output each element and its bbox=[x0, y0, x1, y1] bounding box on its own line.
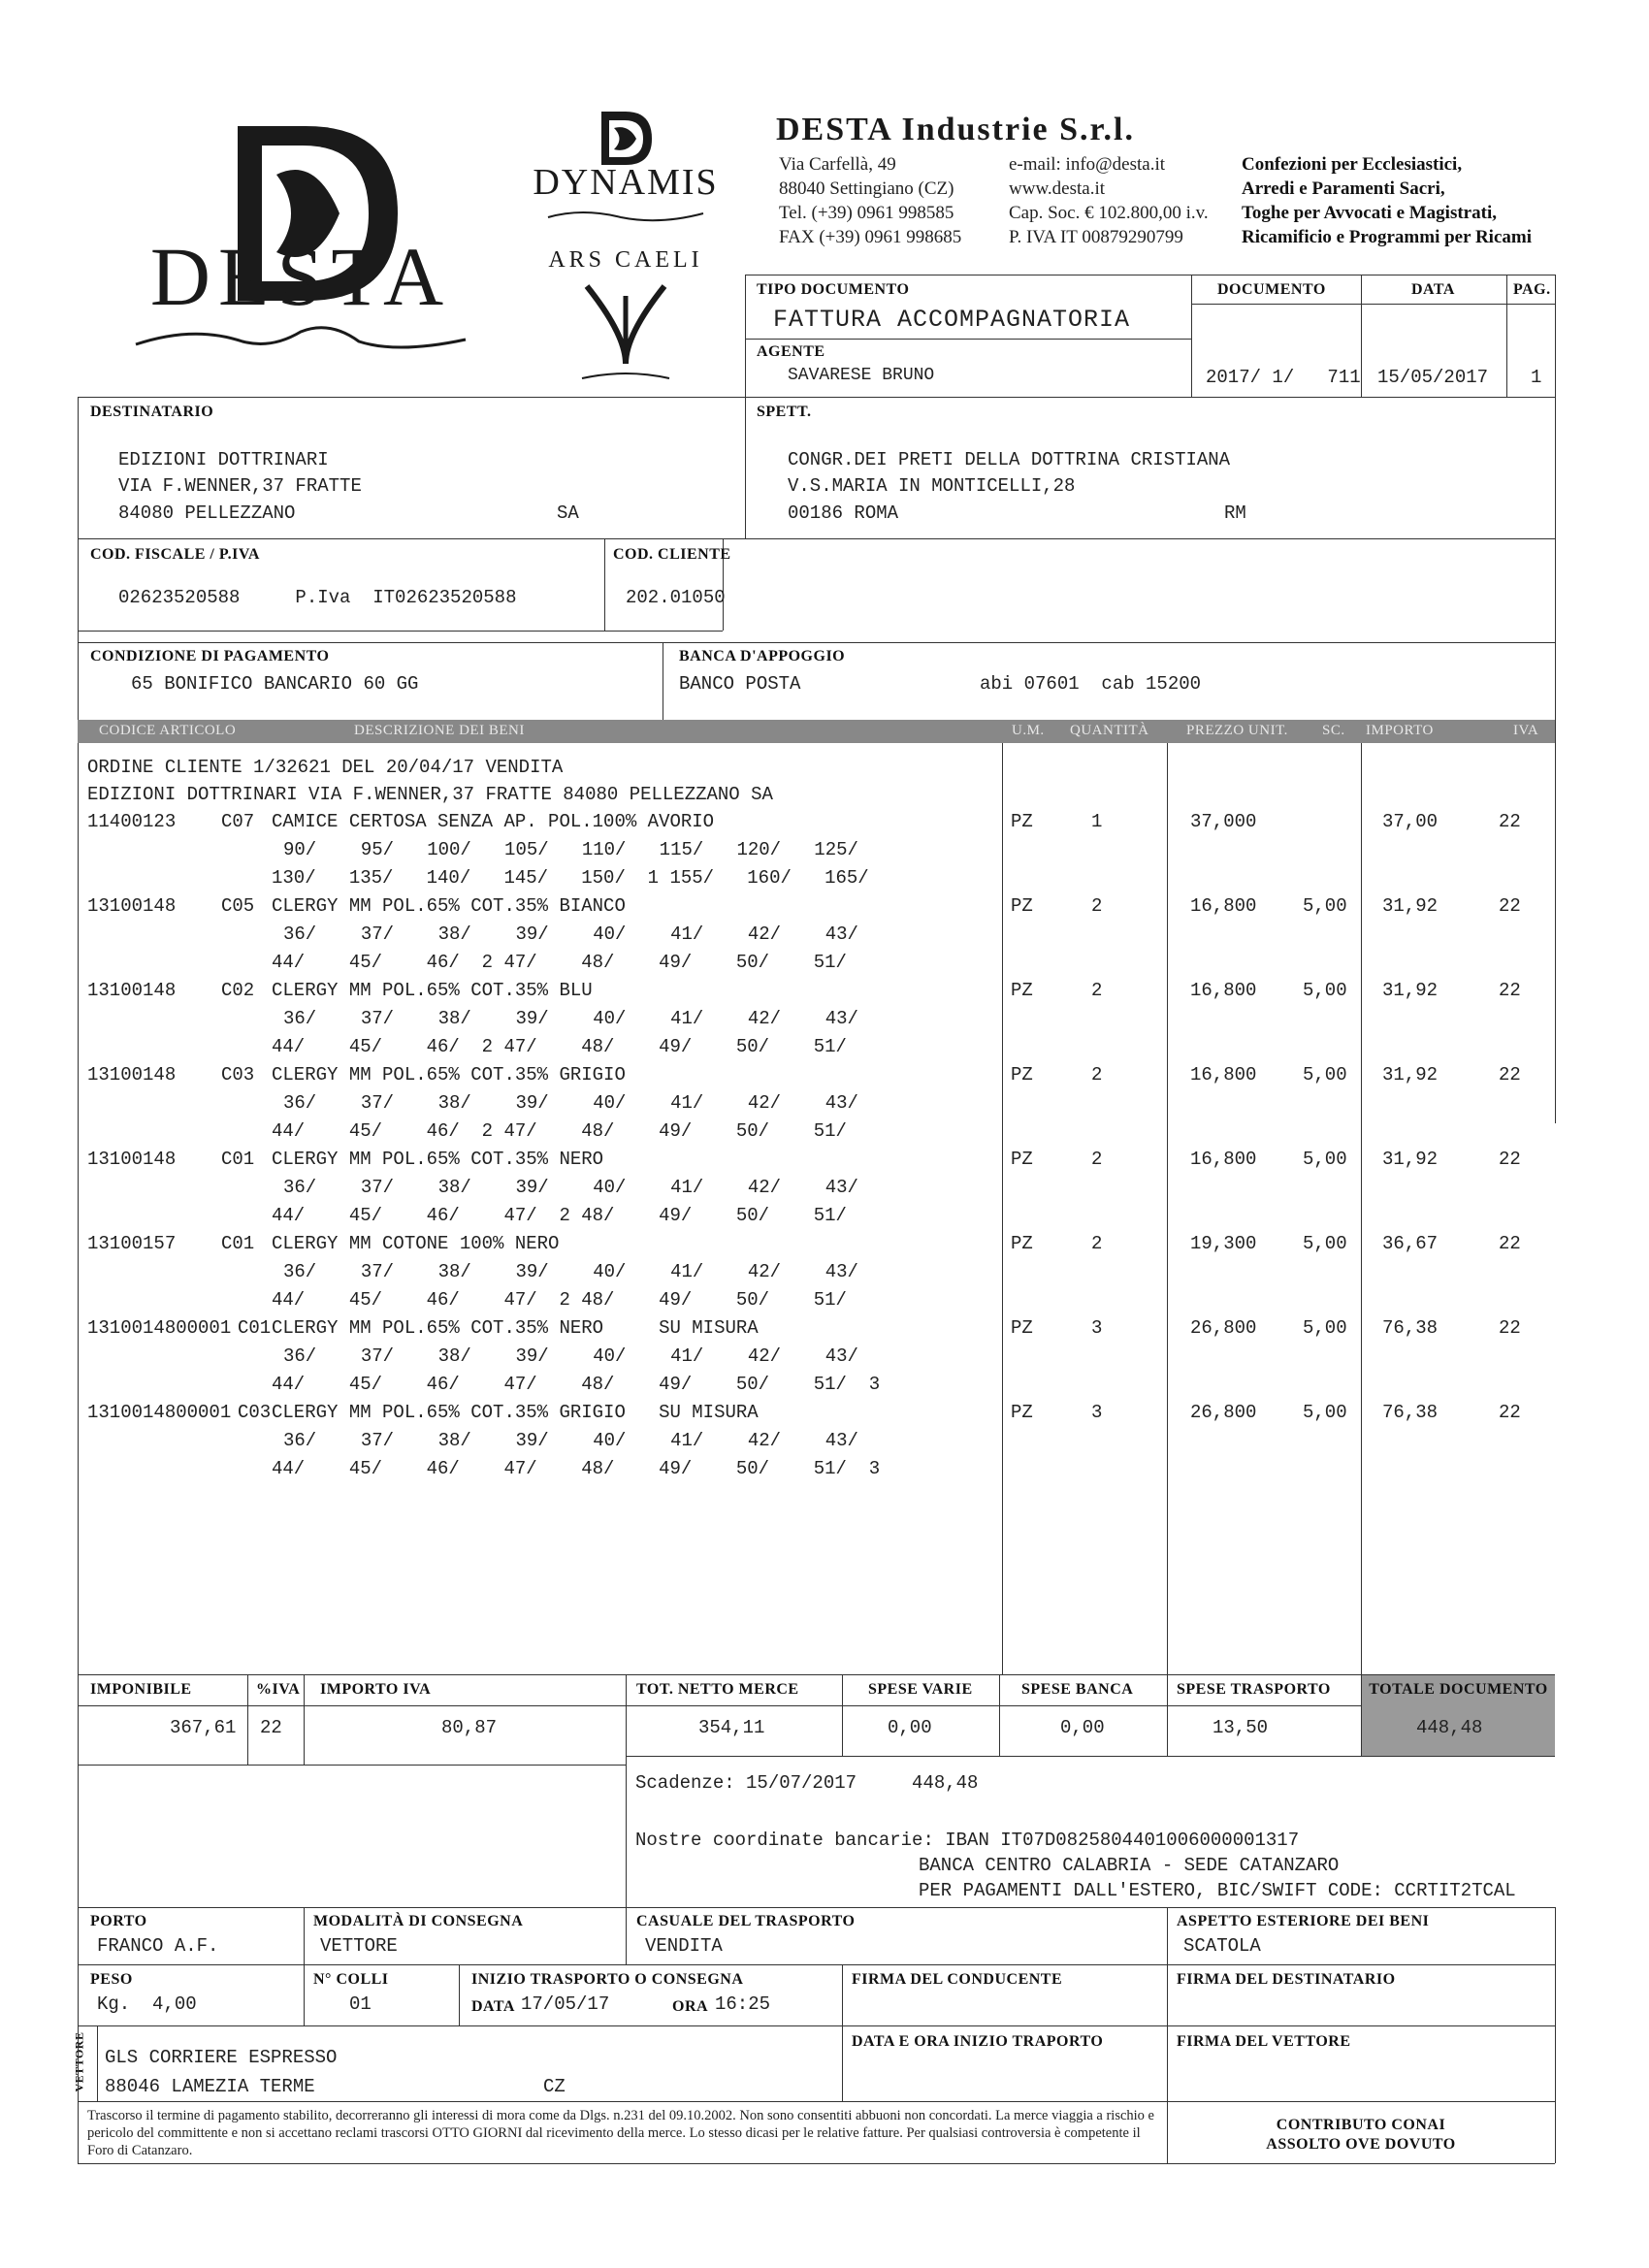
company-vat: P. IVA IT 00879290799 bbox=[1009, 227, 1183, 247]
spett-line1: CONGR.DEI PRETI DELLA DOTTRINA CRISTIANA bbox=[788, 449, 1231, 470]
causale-label: CASUALE DEL TRASPORTO bbox=[636, 1913, 856, 1929]
item-um: PZ bbox=[1011, 895, 1033, 917]
table-header bbox=[78, 720, 1555, 743]
item-price: 16,800 bbox=[1190, 980, 1257, 1001]
coordinate-note: Nostre coordinate bancarie: IBAN IT07D0825804401006000001317 bbox=[635, 1830, 1300, 1851]
company-tagline bbox=[1242, 152, 1532, 249]
col-descrizione: DESCRIZIONE DEI BENI bbox=[354, 723, 525, 738]
tagline-line: Ricamificio e Programmi per Ricami bbox=[1242, 227, 1532, 247]
banca-value: BANCO POSTA bbox=[679, 673, 801, 695]
col-sc: SC. bbox=[1322, 723, 1345, 738]
item-sizes: 44/ 45/ 46/ 47/ 48/ 49/ 50/ 51/ 3 bbox=[272, 1458, 881, 1479]
item-description: CLERGY MM POL.65% COT.35% NERO SU MISURA bbox=[272, 1317, 759, 1339]
destinatario-line3: 84080 PELLEZZANO bbox=[118, 502, 296, 524]
item-qty: 2 bbox=[1091, 1149, 1103, 1170]
porto-value: FRANCO A.F. bbox=[97, 1935, 219, 1957]
aspetto-label: ASPETTO ESTERIORE DEI BENI bbox=[1177, 1913, 1430, 1929]
totale-documento-value: 448,48 bbox=[1416, 1717, 1483, 1738]
vettore-line1: GLS CORRIERE ESPRESSO bbox=[105, 2047, 338, 2068]
data-trasporto-value: 17/05/17 bbox=[521, 1993, 610, 2015]
importo-iva-value: 80,87 bbox=[441, 1717, 498, 1738]
inizio-label: INIZIO TRASPORTO O CONSEGNA bbox=[471, 1971, 744, 1988]
piva-label: %IVA bbox=[256, 1681, 301, 1698]
item-um: PZ bbox=[1011, 1064, 1033, 1085]
ora-label: ORA bbox=[672, 1998, 709, 2015]
ars-caeli-logo bbox=[543, 247, 708, 393]
codcliente-value: 202.01050 bbox=[626, 587, 726, 608]
company-address1: Via Carfellà, 49 bbox=[779, 154, 896, 175]
codfiscale-value: 02623520588 P.Iva IT02623520588 bbox=[118, 587, 517, 608]
company-tel: Tel. (+39) 0961 998585 bbox=[779, 203, 954, 223]
item-qty: 3 bbox=[1091, 1402, 1103, 1423]
item-sizes: 44/ 45/ 46/ 47/ 48/ 49/ 50/ 51/ 3 bbox=[272, 1374, 881, 1395]
item-um: PZ bbox=[1011, 1233, 1033, 1254]
item-variant: C03 bbox=[221, 1064, 255, 1085]
banca-label: BANCA D'APPOGGIO bbox=[679, 648, 846, 664]
aspetto-value: SCATOLA bbox=[1183, 1935, 1261, 1957]
item-iva: 22 bbox=[1499, 1149, 1521, 1170]
codcliente-label: COD. CLIENTE bbox=[613, 546, 731, 563]
peso-value: Kg. 4,00 bbox=[97, 1993, 197, 2015]
spese-banca-label: SPESE BANCA bbox=[1021, 1681, 1134, 1698]
vettore-line2: 88046 LAMEZIA TERME bbox=[105, 2076, 315, 2097]
spese-trasporto-label: SPESE TRASPORTO bbox=[1177, 1681, 1331, 1698]
imponibile-label: IMPONIBILE bbox=[90, 1681, 192, 1698]
item-amount: 37,00 bbox=[1382, 811, 1439, 832]
company-contact-block bbox=[1009, 152, 1209, 249]
ars-caeli-emblem-icon bbox=[577, 276, 674, 388]
tagline-line: Confezioni per Ecclesiastici, bbox=[1242, 154, 1463, 175]
spett-prov: RM bbox=[1224, 502, 1246, 524]
destinatario-line2: VIA F.WENNER,37 FRATTE bbox=[118, 475, 362, 497]
company-email: e-mail: info@desta.it bbox=[1009, 154, 1166, 175]
intro-line: EDIZIONI DOTTRINARI VIA F.WENNER,37 FRATTE 84080 PELLEZZANO SA bbox=[87, 784, 773, 805]
item-sizes: 130/ 135/ 140/ 145/ 150/ 1 155/ 160/ 165/ bbox=[272, 867, 869, 889]
agente-value: SAVARESE BRUNO bbox=[788, 366, 935, 385]
item-amount: 31,92 bbox=[1382, 980, 1439, 1001]
colli-label: N° COLLI bbox=[313, 1971, 389, 1988]
tot-netto-label: TOT. NETTO MERCE bbox=[636, 1681, 799, 1698]
item-code: 11400123 bbox=[87, 811, 177, 832]
intro-line: ORDINE CLIENTE 1/32621 DEL 20/04/17 VENDITA bbox=[87, 757, 564, 778]
item-qty: 2 bbox=[1091, 1064, 1103, 1085]
item-iva: 22 bbox=[1499, 1233, 1521, 1254]
item-code: 13100157 bbox=[87, 1233, 177, 1254]
col-quantita: QUANTITÀ bbox=[1070, 723, 1149, 738]
spett-line3: 00186 ROMA bbox=[788, 502, 899, 524]
company-name: DESTA Industrie S.r.l. bbox=[776, 112, 1135, 147]
modalita-label: MODALITÀ DI CONSEGNA bbox=[313, 1913, 524, 1929]
item-description: CLERGY MM POL.65% COT.35% BIANCO bbox=[272, 895, 626, 917]
item-sizes: 44/ 45/ 46/ 47/ 2 48/ 49/ 50/ 51/ bbox=[272, 1205, 847, 1226]
firma-conducente-label: FIRMA DEL CONDUCENTE bbox=[852, 1971, 1063, 1988]
item-qty: 2 bbox=[1091, 980, 1103, 1001]
spett-line2: V.S.MARIA IN MONTICELLI,28 bbox=[788, 475, 1076, 497]
pagamento-label: CONDIZIONE DI PAGAMENTO bbox=[90, 648, 330, 664]
item-price: 19,300 bbox=[1190, 1233, 1257, 1254]
item-amount: 31,92 bbox=[1382, 1064, 1439, 1085]
destinatario-label: DESTINATARIO bbox=[90, 404, 214, 420]
tagline-line: Toghe per Avvocati e Magistrati, bbox=[1242, 203, 1497, 223]
tot-netto-value: 354,11 bbox=[698, 1717, 765, 1738]
tagline-line: Arredi e Paramenti Sacri, bbox=[1242, 178, 1445, 199]
item-amount: 76,38 bbox=[1382, 1402, 1439, 1423]
item-sizes: 36/ 37/ 38/ 39/ 40/ 41/ 42/ 43/ bbox=[283, 1177, 858, 1198]
colli-value: 01 bbox=[349, 1993, 372, 2015]
item-qty: 2 bbox=[1091, 1233, 1103, 1254]
item-variant: C01 bbox=[221, 1233, 255, 1254]
item-um: PZ bbox=[1011, 811, 1033, 832]
item-iva: 22 bbox=[1499, 1317, 1521, 1339]
item-description: CLERGY MM POL.65% COT.35% GRIGIO SU MISURA bbox=[272, 1402, 759, 1423]
company-web: www.desta.it bbox=[1009, 178, 1106, 199]
item-qty: 1 bbox=[1091, 811, 1103, 832]
documento-value: 2017/ 1/ 711 bbox=[1206, 367, 1361, 388]
item-variant: C07 bbox=[221, 811, 255, 832]
item-sizes: 36/ 37/ 38/ 39/ 40/ 41/ 42/ 43/ bbox=[283, 923, 858, 945]
destinatario-line1: EDIZIONI DOTTRINARI bbox=[118, 449, 329, 470]
imponibile-value: 367,61 bbox=[170, 1717, 237, 1738]
item-discount: 5,00 bbox=[1303, 1402, 1347, 1423]
company-fax: FAX (+39) 0961 998685 bbox=[779, 227, 962, 247]
documento-label: DOCUMENTO bbox=[1217, 281, 1326, 298]
item-discount: 5,00 bbox=[1303, 1233, 1347, 1254]
item-um: PZ bbox=[1011, 1317, 1033, 1339]
item-price: 37,000 bbox=[1190, 811, 1257, 832]
item-sizes: 36/ 37/ 38/ 39/ 40/ 41/ 42/ 43/ bbox=[283, 1092, 858, 1114]
item-description: CLERGY MM POL.65% COT.35% GRIGIO bbox=[272, 1064, 626, 1085]
item-variant: C01 bbox=[238, 1317, 272, 1339]
item-sizes: 36/ 37/ 38/ 39/ 40/ 41/ 42/ 43/ bbox=[283, 1008, 858, 1029]
item-sizes: 36/ 37/ 38/ 39/ 40/ 41/ 42/ 43/ bbox=[283, 1430, 858, 1451]
scadenze-note: Scadenze: 15/07/2017 448,48 bbox=[635, 1772, 979, 1794]
item-variant: C03 bbox=[238, 1402, 272, 1423]
item-sizes: 44/ 45/ 46/ 2 47/ 48/ 49/ 50/ 51/ bbox=[272, 1120, 847, 1142]
item-um: PZ bbox=[1011, 1402, 1033, 1423]
item-iva: 22 bbox=[1499, 1402, 1521, 1423]
item-description: CLERGY MM POL.65% COT.35% NERO bbox=[272, 1149, 604, 1170]
footer-terms: Trascorso il termine di pagamento stabilito, decorreranno gli interessi di mora come da Dlgs. n.231 del 09.10.2002. Non sono consentiti abbuoni non concordati. La merce viaggia a rischio e pericolo del committente e non si accettano reclami trascorsi OTTO GIORNI dal ricevimento della merce. Lo stesso dicasi per le relative fatture. Per qualsiasi controversia è competente il Foro di Catanzaro. bbox=[87, 2108, 1154, 2158]
company-address-block bbox=[779, 152, 961, 249]
item-sizes: 44/ 45/ 46/ 47/ 2 48/ 49/ 50/ 51/ bbox=[272, 1289, 847, 1311]
causale-value: VENDITA bbox=[645, 1935, 723, 1957]
codfiscale-label: COD. FISCALE / P.IVA bbox=[90, 546, 260, 563]
item-discount: 5,00 bbox=[1303, 895, 1347, 917]
vettore-label: VETTORE bbox=[72, 2031, 86, 2092]
pag-value: 1 bbox=[1531, 367, 1542, 388]
porto-label: PORTO bbox=[90, 1913, 147, 1929]
spett-label: SPETT. bbox=[757, 404, 812, 420]
item-code: 13100148 bbox=[87, 895, 177, 917]
col-importo: IMPORTO bbox=[1366, 723, 1434, 738]
company-capital: Cap. Soc. € 102.800,00 i.v. bbox=[1009, 203, 1209, 223]
tipo-documento-value: FATTURA ACCOMPAGNATORIA bbox=[773, 306, 1131, 334]
tipo-documento-label: TIPO DOCUMENTO bbox=[757, 281, 910, 298]
item-description: CLERGY MM POL.65% COT.35% BLU bbox=[272, 980, 593, 1001]
item-discount: 5,00 bbox=[1303, 980, 1347, 1001]
col-codice: CODICE ARTICOLO bbox=[99, 723, 237, 738]
firma-destinatario-label: FIRMA DEL DESTINATARIO bbox=[1177, 1971, 1396, 1988]
spese-trasporto-value: 13,50 bbox=[1212, 1717, 1269, 1738]
item-discount: 5,00 bbox=[1303, 1317, 1347, 1339]
agente-label: AGENTE bbox=[757, 343, 825, 360]
item-code: 13100148 bbox=[87, 1149, 177, 1170]
item-code: 1310014800001 bbox=[87, 1402, 232, 1423]
pag-label: PAG. bbox=[1513, 281, 1551, 298]
peso-label: PESO bbox=[90, 1971, 133, 1988]
item-amount: 31,92 bbox=[1382, 1149, 1439, 1170]
desta-logo bbox=[78, 116, 524, 369]
item-iva: 22 bbox=[1499, 895, 1521, 917]
item-iva: 22 bbox=[1499, 811, 1521, 832]
dynamis-logo bbox=[504, 107, 747, 233]
item-code: 13100148 bbox=[87, 980, 177, 1001]
ora-value: 16:25 bbox=[715, 1993, 771, 2015]
col-prezzo: PREZZO UNIT. bbox=[1186, 723, 1288, 738]
data-label: DATA bbox=[1411, 281, 1455, 298]
item-discount: 5,00 bbox=[1303, 1149, 1347, 1170]
importo-iva-label: IMPORTO IVA bbox=[320, 1681, 432, 1698]
conai-line2: ASSOLTO OVE DOVUTO bbox=[1266, 2136, 1456, 2153]
data-ora-inizio-label: DATA E ORA INIZIO TRAPORTO bbox=[852, 2033, 1104, 2050]
destinatario-prov: SA bbox=[557, 502, 579, 524]
item-price: 26,800 bbox=[1190, 1402, 1257, 1423]
item-price: 16,800 bbox=[1190, 1149, 1257, 1170]
conai-line1: CONTRIBUTO CONAI bbox=[1276, 2117, 1446, 2133]
dynamis-logo-text: DYNAMIS bbox=[533, 162, 719, 203]
item-price: 16,800 bbox=[1190, 1064, 1257, 1085]
spese-varie-label: SPESE VARIE bbox=[868, 1681, 973, 1698]
item-iva: 22 bbox=[1499, 980, 1521, 1001]
company-address2: 88040 Settingiano (CZ) bbox=[779, 178, 954, 199]
item-sizes: 36/ 37/ 38/ 39/ 40/ 41/ 42/ 43/ bbox=[283, 1345, 858, 1367]
item-code: 13100148 bbox=[87, 1064, 177, 1085]
item-qty: 2 bbox=[1091, 895, 1103, 917]
col-um: U.M. bbox=[1012, 723, 1045, 738]
item-amount: 76,38 bbox=[1382, 1317, 1439, 1339]
spese-varie-value: 0,00 bbox=[888, 1717, 932, 1738]
item-um: PZ bbox=[1011, 980, 1033, 1001]
item-sizes: 44/ 45/ 46/ 2 47/ 48/ 49/ 50/ 51/ bbox=[272, 952, 847, 973]
item-variant: C01 bbox=[221, 1149, 255, 1170]
item-sizes: 36/ 37/ 38/ 39/ 40/ 41/ 42/ 43/ bbox=[283, 1261, 858, 1282]
dynamis-flourish-icon bbox=[543, 206, 708, 225]
data-trasporto-label: DATA bbox=[471, 1998, 515, 2015]
item-description: CAMICE CERTOSA SENZA AP. POL.100% AVORIO bbox=[272, 811, 715, 832]
item-iva: 22 bbox=[1499, 1064, 1521, 1085]
item-discount: 5,00 bbox=[1303, 1064, 1347, 1085]
item-variant: C05 bbox=[221, 895, 255, 917]
ars-caeli-text: ARS CAELI bbox=[548, 247, 703, 273]
banca-abi-cab: abi 07601 cab 15200 bbox=[980, 673, 1202, 695]
firma-vettore-label: FIRMA DEL VETTORE bbox=[1177, 2033, 1351, 2050]
coordinate-note-2: BANCA CENTRO CALABRIA - SEDE CATANZARO bbox=[919, 1855, 1340, 1876]
item-variant: C02 bbox=[221, 980, 255, 1001]
item-sizes: 90/ 95/ 100/ 105/ 110/ 115/ 120/ 125/ bbox=[283, 839, 858, 860]
item-sizes: 44/ 45/ 46/ 2 47/ 48/ 49/ 50/ 51/ bbox=[272, 1036, 847, 1057]
item-price: 26,800 bbox=[1190, 1317, 1257, 1339]
desta-logo-text: DESTA bbox=[149, 230, 452, 323]
item-qty: 3 bbox=[1091, 1317, 1103, 1339]
item-code: 1310014800001 bbox=[87, 1317, 232, 1339]
item-amount: 31,92 bbox=[1382, 895, 1439, 917]
piva-value: 22 bbox=[260, 1717, 282, 1738]
item-um: PZ bbox=[1011, 1149, 1033, 1170]
vettore-prov: CZ bbox=[543, 2076, 566, 2097]
item-description: CLERGY MM COTONE 100% NERO bbox=[272, 1233, 560, 1254]
coordinate-note-3: PER PAGAMENTI DALL'ESTERO, BIC/SWIFT CODE: CCRTIT2TCAL bbox=[919, 1880, 1516, 1901]
pagamento-value: 65 BONIFICO BANCARIO 60 GG bbox=[131, 673, 419, 695]
item-amount: 36,67 bbox=[1382, 1233, 1439, 1254]
spese-banca-value: 0,00 bbox=[1060, 1717, 1105, 1738]
item-price: 16,800 bbox=[1190, 895, 1257, 917]
modalita-value: VETTORE bbox=[320, 1935, 398, 1957]
data-value: 15/05/2017 bbox=[1377, 367, 1489, 388]
totale-documento-label: TOTALE DOCUMENTO bbox=[1369, 1681, 1548, 1698]
col-iva: IVA bbox=[1513, 723, 1539, 738]
